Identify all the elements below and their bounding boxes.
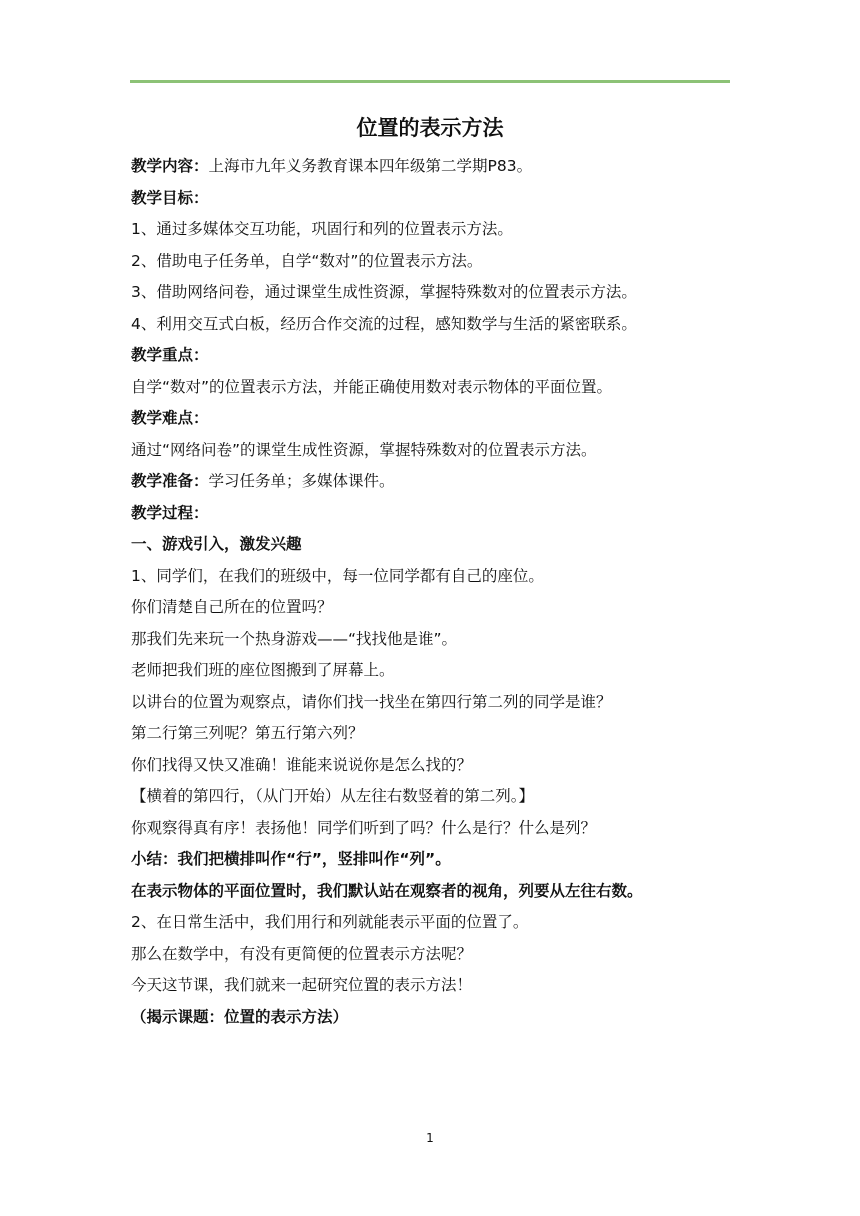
document-body bbox=[131, 151, 731, 1033]
paragraph: 4、利用交互式白板，经历合作交流的过程，感知数学与生活的紧密联系。 bbox=[131, 314, 637, 333]
paragraph: 2、在日常生活中，我们用行和列就能表示平面的位置了。 bbox=[131, 913, 529, 931]
paragraph: 以讲台的位置为观察点，请你们找一找坐在第四行第二列的同学是谁？ bbox=[131, 692, 612, 711]
paragraph: 通过“网络问卷”的课堂生成性资源，掌握特殊数对的位置表示方法。 bbox=[131, 440, 597, 459]
summary-line: 在表示物体的平面位置时，我们默认站在观察者的视角，列要从左往右数。 bbox=[131, 881, 643, 900]
paragraph: 1、同学们，在我们的班级中，每一位同学都有自己的座位。 bbox=[131, 566, 544, 585]
paragraph-label: 教学准备： bbox=[131, 472, 209, 490]
paragraph: 那么在数学中，有没有更简便的位置表示方法呢？ bbox=[131, 944, 473, 963]
paragraph: 2、借助电子任务单，自学“数对”的位置表示方法。 bbox=[131, 251, 483, 270]
paragraph: 你们找得又快又准确！谁能来说说你是怎么找的？ bbox=[131, 755, 473, 774]
section-heading: 教学目标： bbox=[131, 188, 209, 207]
paragraph: 你们清楚自己所在的位置吗？ bbox=[131, 598, 333, 616]
summary-line: 小结：我们把横排叫作“行”，竖排叫作“列”。 bbox=[131, 850, 451, 868]
paragraph-label: 教学内容： bbox=[131, 157, 209, 175]
section-heading: 教学难点： bbox=[131, 409, 209, 427]
paragraph: 1、通过多媒体交互功能，巩固行和列的位置表示方法。 bbox=[131, 220, 513, 238]
paragraph: 【横着的第四行，（从门开始）从左往右数竖着的第二列。】 bbox=[131, 787, 535, 805]
section-heading: 一、游戏引入，激发兴趣 bbox=[131, 535, 302, 553]
document-title: 位置的表示方法 bbox=[356, 116, 504, 140]
page-number: 1 bbox=[426, 1131, 434, 1145]
paragraph-text: 学习任务单；多媒体课件。 bbox=[208, 472, 395, 490]
paragraph bbox=[131, 151, 731, 183]
section-heading: 教学重点： bbox=[131, 346, 209, 364]
paragraph: 那我们先来玩一个热身游戏——“找找他是谁”。 bbox=[131, 629, 458, 648]
paragraph: 今天这节课，我们就来一起研究位置的表示方法！ bbox=[131, 976, 473, 994]
paragraph: 自学“数对”的位置表示方法，并能正确使用数对表示物体的平面位置。 bbox=[131, 377, 613, 396]
paragraph: 第二行第三列呢？第五行第六列？ bbox=[131, 724, 364, 742]
paragraph: 你观察得真有序！表扬他！同学们听到了吗？什么是行？什么是列？ bbox=[131, 818, 597, 837]
topic-reveal: （揭示课题：位置的表示方法） bbox=[131, 1007, 349, 1026]
paragraph bbox=[131, 466, 731, 498]
paragraph: 3、借助网络问卷，通过课堂生成性资源，掌握特殊数对的位置表示方法。 bbox=[131, 283, 637, 301]
header-rule bbox=[130, 80, 730, 83]
section-heading: 教学过程： bbox=[131, 503, 209, 522]
paragraph-text: 上海市九年义务教育课本四年级第二学期P83。 bbox=[208, 157, 533, 175]
paragraph: 老师把我们班的座位图搬到了屏幕上。 bbox=[131, 661, 395, 679]
